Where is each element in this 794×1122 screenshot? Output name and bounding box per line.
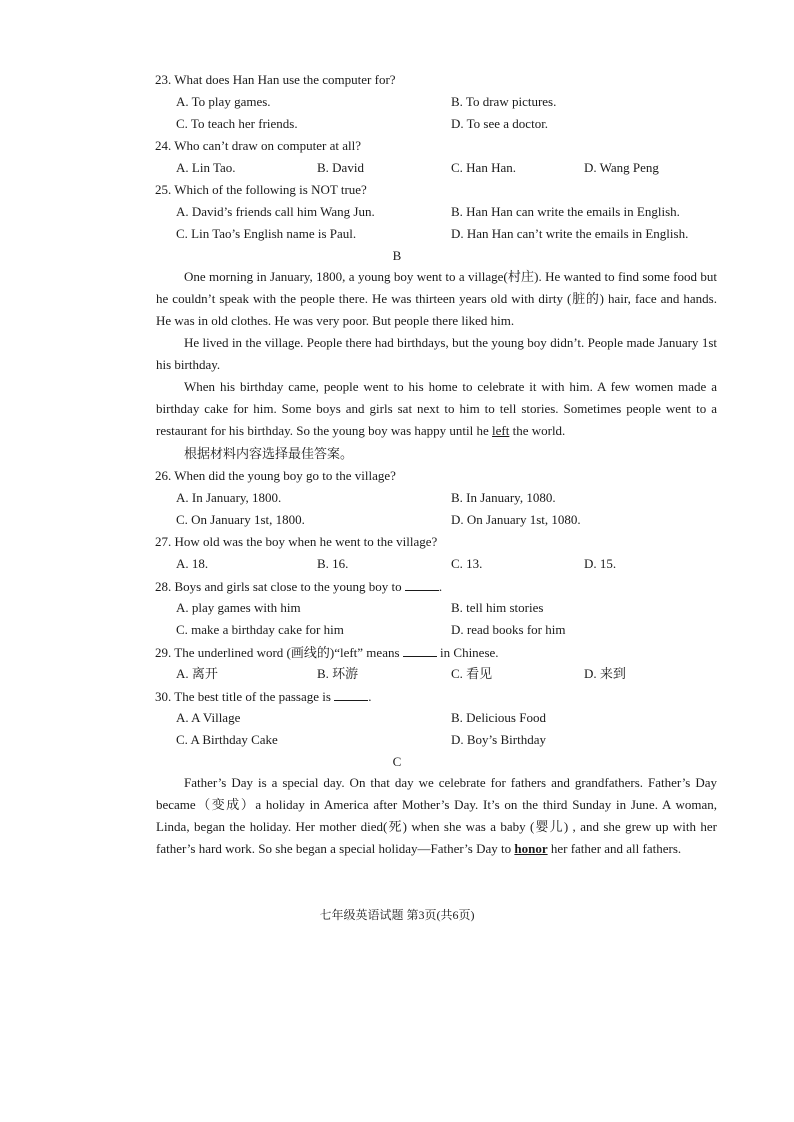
section-b-heading: B bbox=[392, 248, 402, 263]
question-30-stem-end: . bbox=[368, 689, 372, 704]
passage-b-paragraph-2 bbox=[156, 332, 717, 376]
question-29-option-b: B. 环游 bbox=[317, 666, 359, 681]
answer-blank bbox=[334, 688, 368, 701]
question-29-stem-end: in Chinese. bbox=[440, 645, 499, 660]
bold-underlined-word-honor: honor bbox=[514, 841, 548, 856]
question-29-stem bbox=[155, 644, 499, 661]
passage-c-text-end: her father and all fathers. bbox=[550, 841, 682, 856]
question-23-option-d: D. To see a doctor. bbox=[451, 116, 549, 131]
passage-b-paragraph-2-text: He lived in the village. People there had birthdays, but the young boy didn’t. People made January 1st his birthday. bbox=[156, 335, 717, 372]
question-25-option-b: B. Han Han can write the emails in English. bbox=[451, 204, 680, 219]
question-23-option-a: A. To play games. bbox=[176, 94, 271, 109]
question-25-stem: 25. Which of the following is NOT true? bbox=[155, 182, 367, 197]
question-23-stem: 23. What does Han Han use the computer for? bbox=[155, 72, 396, 87]
question-30-option-d: D. Boy’s Birthday bbox=[451, 732, 546, 747]
question-28-stem bbox=[155, 578, 442, 595]
question-27-stem: 27. How old was the boy when he went to the village? bbox=[155, 534, 438, 549]
question-30-stem-text: 30. The best title of the passage is bbox=[155, 689, 331, 704]
question-26-option-c: C. On January 1st, 1800. bbox=[176, 512, 305, 527]
question-26-option-d: D. On January 1st, 1080. bbox=[451, 512, 581, 527]
underlined-word-left: left bbox=[492, 423, 510, 438]
question-30-stem bbox=[155, 688, 371, 705]
question-28-option-a: A. play games with him bbox=[176, 600, 301, 615]
question-29-option-a: A. 离开 bbox=[176, 666, 218, 681]
question-24-option-d: D. Wang Peng bbox=[584, 160, 659, 175]
question-27-option-b: B. 16. bbox=[317, 556, 349, 571]
question-24-option-b: B. David bbox=[317, 160, 364, 175]
question-28-option-b: B. tell him stories bbox=[451, 600, 544, 615]
passage-b-paragraph-1 bbox=[156, 266, 717, 332]
question-23-option-c: C. To teach her friends. bbox=[176, 116, 298, 131]
question-27-option-d: D. 15. bbox=[584, 556, 617, 571]
instruction-text: 根据材料内容选择最佳答案。 bbox=[184, 446, 354, 461]
answer-blank bbox=[405, 578, 439, 591]
question-25-option-d: D. Han Han can’t write the emails in English. bbox=[451, 226, 689, 241]
question-25-option-a: A. David’s friends call him Wang Jun. bbox=[176, 204, 375, 219]
page-footer: 七年级英语试题 第3页(共6页) bbox=[319, 908, 475, 922]
question-30-option-a: A. A Village bbox=[176, 710, 241, 725]
question-27-option-c: C. 13. bbox=[451, 556, 483, 571]
passage-c-text: Father’s Day is a special day. On that day we celebrate for fathers and grandfathers. Father’s Day became（变成）a holiday in America after Mother’s Day. It’s on the third Sunday in June. A woman, Linda, began the holiday. Her mother died(死) when she was a baby (婴儿) , and she grew up with her father’s hard work. So she began a special holiday—Father’s Day to bbox=[156, 775, 717, 856]
question-28-stem-end: . bbox=[438, 579, 443, 594]
question-28-stem-text: 28. Boys and girls sat close to the young boy to bbox=[155, 579, 402, 594]
question-24-stem: 24. Who can’t draw on computer at all? bbox=[155, 138, 362, 153]
question-24-option-a: A. Lin Tao. bbox=[176, 160, 236, 175]
passage-b-paragraph-3 bbox=[156, 376, 717, 442]
answer-blank bbox=[403, 644, 437, 657]
passage-c-paragraph bbox=[156, 772, 717, 860]
section-c-heading: C bbox=[392, 754, 402, 769]
question-30-option-b: B. Delicious Food bbox=[451, 710, 546, 725]
question-30-option-c: C. A Birthday Cake bbox=[176, 732, 278, 747]
question-29-stem-text: 29. The underlined word (画线的)“left” means bbox=[155, 645, 400, 660]
question-26-option-b: B. In January, 1080. bbox=[451, 490, 556, 505]
question-23-option-b: B. To draw pictures. bbox=[451, 94, 557, 109]
passage-b-paragraph-1-text: One morning in January, 1800, a young boy went to a village(村庄). He wanted to find some food but he couldn’t speak with the people there. He was thirteen years old with dirty (脏的) hair, face and hands. He was in old clothes. He was very poor. But people there liked him. bbox=[156, 269, 717, 328]
question-28-option-c: C. make a birthday cake for him bbox=[176, 622, 344, 637]
question-25-option-c: C. Lin Tao’s English name is Paul. bbox=[176, 226, 357, 241]
question-27-option-a: A. 18. bbox=[176, 556, 209, 571]
passage-b-paragraph-3-text: When his birthday came, people went to his home to celebrate it with him. A few women made a birthday cake for him. Some boys and girls sat next to him to tell stories. Sometimes people went to a restaurant for his birthday. So the young boy was happy until he bbox=[156, 379, 717, 438]
question-29-option-c: C. 看见 bbox=[451, 666, 493, 681]
question-28-option-d: D. read books for him bbox=[451, 622, 566, 637]
question-26-option-a: A. In January, 1800. bbox=[176, 490, 282, 505]
question-26-stem: 26. When did the young boy go to the village? bbox=[155, 468, 396, 483]
question-29-option-d: D. 来到 bbox=[584, 666, 626, 681]
passage-b-paragraph-3-end: the world. bbox=[512, 423, 566, 438]
question-24-option-c: C. Han Han. bbox=[451, 160, 516, 175]
